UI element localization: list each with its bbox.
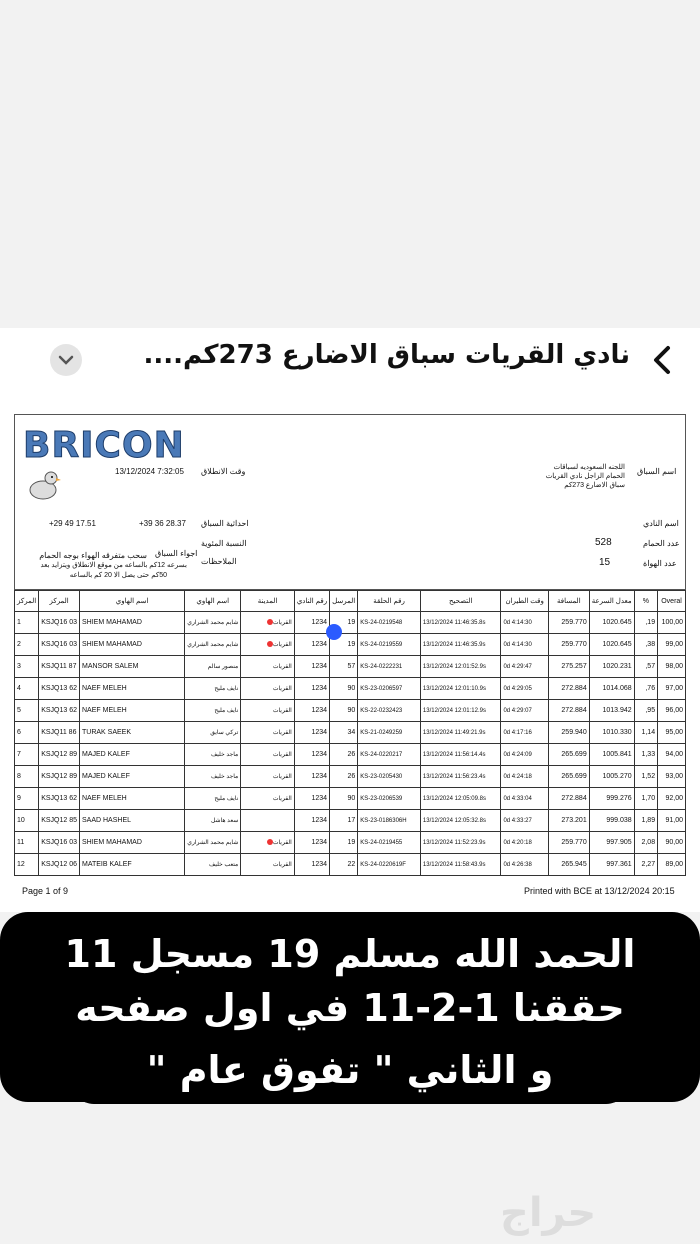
cell-ring: KS-24-0219548 xyxy=(358,612,421,634)
cell-city: القريات xyxy=(241,612,295,634)
cell-pct: 1,14 xyxy=(634,722,657,744)
red-marker-dot xyxy=(267,641,273,647)
cell-city: القريات xyxy=(241,766,295,788)
cell-overal: 96,00 xyxy=(658,700,686,722)
col-name-en: اسم الهاوي xyxy=(80,591,185,612)
cell-name-ar: شايم محمد الشراري xyxy=(185,832,241,854)
cell-club: 1234 xyxy=(294,678,329,700)
cell-code: KSJQ16 03 xyxy=(39,634,80,656)
cell-city: القريات xyxy=(241,854,295,876)
table-row xyxy=(15,634,686,656)
cell-corr: 13/12/2024 11:56:23.4s xyxy=(420,766,501,788)
cell-pct: 1,70 xyxy=(634,788,657,810)
cell-sent: 19 xyxy=(330,832,358,854)
cell-dist: 259.770 xyxy=(548,634,589,656)
cell-dist: 272.884 xyxy=(548,788,589,810)
results-table xyxy=(14,590,686,876)
cell-club: 1234 xyxy=(294,722,329,744)
pigeon-icon xyxy=(23,466,63,506)
cell-pos: 7 xyxy=(15,744,39,766)
weather-label: اجواء السباق xyxy=(155,549,198,558)
cell-club: 1234 xyxy=(294,634,329,656)
page-indicator: Page 1 of 9 xyxy=(22,886,69,896)
cell-city xyxy=(241,810,295,832)
cell-dist: 259.940 xyxy=(548,722,589,744)
cell-sent: 90 xyxy=(330,678,358,700)
caption-line-3: و الثاني " تفوق عام " xyxy=(146,1048,554,1092)
cell-dist: 272.884 xyxy=(548,700,589,722)
cell-pct: ,57 xyxy=(634,656,657,678)
cell-flight: 0d 4:17:16 xyxy=(501,722,549,744)
fanciers-label: عدد الهواة xyxy=(643,559,677,568)
table-row xyxy=(15,656,686,678)
page-title: نادي القريات سباق الاضارع 273كم.... xyxy=(143,340,630,370)
cell-city: القريات xyxy=(241,656,295,678)
bricon-logo: BRICON xyxy=(23,425,193,465)
table-row xyxy=(15,744,686,766)
printed-info: Printed with BCE at 13/12/2024 20:15 xyxy=(524,886,675,896)
cell-name-en: SHIEM MAHAMAD xyxy=(80,612,185,634)
weather-value: سحب متفرقه الهواء بوجه الحمام xyxy=(39,551,147,560)
cell-speed: 1020.231 xyxy=(589,656,634,678)
cell-speed: 997.905 xyxy=(589,832,634,854)
cell-name-ar: شايم محمد الشراري xyxy=(185,634,241,656)
cell-name-en: SAAD HASHEL xyxy=(80,810,185,832)
cell-pos: 2 xyxy=(15,634,39,656)
cell-club: 1234 xyxy=(294,766,329,788)
cell-name-ar: متعب خليف xyxy=(185,854,241,876)
cell-flight: 0d 4:24:09 xyxy=(501,744,549,766)
cell-corr: 13/12/2024 11:46:35.9s xyxy=(420,634,501,656)
start-value: 13/12/2024 7:32:05 xyxy=(115,467,184,476)
cell-ring: KS-23-0206597 xyxy=(358,678,421,700)
cell-pct: 1,52 xyxy=(634,766,657,788)
cell-pct: ,76 xyxy=(634,678,657,700)
cell-speed: 999.276 xyxy=(589,788,634,810)
cell-corr: 13/12/2024 12:05:32.8s xyxy=(420,810,501,832)
cell-city: القريات xyxy=(241,832,295,854)
cell-sent: 19 xyxy=(330,612,358,634)
expand-button[interactable] xyxy=(50,344,82,376)
red-marker-dot xyxy=(267,839,273,845)
table-row xyxy=(15,700,686,722)
cell-city: القريات xyxy=(241,788,295,810)
cell-name-en: SHIEM MAHAMAD xyxy=(80,634,185,656)
cell-pos: 6 xyxy=(15,722,39,744)
cell-club: 1234 xyxy=(294,810,329,832)
cell-flight: 0d 4:29:47 xyxy=(501,656,549,678)
cell-name-en: MATEIB KALEF xyxy=(80,854,185,876)
cell-pos: 4 xyxy=(15,678,39,700)
cell-name-ar: شايم محمد الشراري xyxy=(185,612,241,634)
cell-name-en: TURAK SAEEK xyxy=(80,722,185,744)
cell-sent: 90 xyxy=(330,788,358,810)
table-row xyxy=(15,678,686,700)
cell-name-en: NAEF MELEH xyxy=(80,788,185,810)
caption-line-2: حققنا 1-2-11 في اول صفحه xyxy=(75,986,625,1030)
col-pct: % xyxy=(634,591,657,612)
cell-name-ar: نايف مليح xyxy=(185,700,241,722)
cell-overal: 90,00 xyxy=(658,832,686,854)
cell-sent: 90 xyxy=(330,700,358,722)
cell-pct: 1,33 xyxy=(634,744,657,766)
cell-ring: KS-24-0222231 xyxy=(358,656,421,678)
cell-club: 1234 xyxy=(294,832,329,854)
col-club: رقم النادي xyxy=(294,591,329,612)
cell-pos: 12 xyxy=(15,854,39,876)
cell-flight: 0d 4:26:38 xyxy=(501,854,549,876)
cell-dist: 272.884 xyxy=(548,678,589,700)
cell-pos: 8 xyxy=(15,766,39,788)
col-code: المركز xyxy=(39,591,80,612)
cell-flight: 0d 4:29:05 xyxy=(501,678,549,700)
cell-code: KSJQ12 89 xyxy=(39,744,80,766)
red-marker-dot xyxy=(267,619,273,625)
pigeons-value: 528 xyxy=(595,537,612,548)
cell-ring: KS-24-0220217 xyxy=(358,744,421,766)
cell-dist: 265.699 xyxy=(548,744,589,766)
cell-ring: KS-22-0232423 xyxy=(358,700,421,722)
club-label: اسم النادي xyxy=(643,519,679,528)
table-row xyxy=(15,766,686,788)
cell-name-ar: سعد هاشل xyxy=(185,810,241,832)
cell-name-en: SHIEM MAHAMAD xyxy=(80,832,185,854)
coords-lat: +29 49 17.51 xyxy=(49,519,96,528)
cell-flight: 0d 4:33:04 xyxy=(501,788,549,810)
cell-overal: 100,00 xyxy=(658,612,686,634)
cell-overal: 91,00 xyxy=(658,810,686,832)
cell-flight: 0d 4:29:07 xyxy=(501,700,549,722)
cell-city: القريات xyxy=(241,722,295,744)
cell-pos: 5 xyxy=(15,700,39,722)
cell-club: 1234 xyxy=(294,656,329,678)
cell-speed: 997.361 xyxy=(589,854,634,876)
cell-speed: 1010.330 xyxy=(589,722,634,744)
cell-flight: 0d 4:14:30 xyxy=(501,612,549,634)
cell-code: KSJQ16 03 xyxy=(39,612,80,634)
cell-corr: 13/12/2024 11:58:43.9s xyxy=(420,854,501,876)
cell-flight: 0d 4:33:27 xyxy=(501,810,549,832)
cell-corr: 13/12/2024 11:56:14.4s xyxy=(420,744,501,766)
cell-corr: 13/12/2024 12:05:09.8s xyxy=(420,788,501,810)
cell-name-ar: ماجد خليف xyxy=(185,766,241,788)
col-speed: معدل السرعة xyxy=(589,591,634,612)
cell-flight: 0d 4:20:18 xyxy=(501,832,549,854)
cell-name-en: NAEF MELEH xyxy=(80,700,185,722)
cell-pos: 10 xyxy=(15,810,39,832)
cell-dist: 259.770 xyxy=(548,832,589,854)
cell-sent: 19 xyxy=(330,634,358,656)
cell-corr: 13/12/2024 11:46:35.8s xyxy=(420,612,501,634)
cell-pct: 1,89 xyxy=(634,810,657,832)
cell-name-en: MAJED KALEF xyxy=(80,744,185,766)
cell-dist: 273.201 xyxy=(548,810,589,832)
race-report xyxy=(14,414,686,896)
cell-code: KSJQ11 86 xyxy=(39,722,80,744)
cell-name-ar: تركي سايق xyxy=(185,722,241,744)
cell-ring: KS-23-0205430 xyxy=(358,766,421,788)
caption-line-1: الحمد الله مسلم 19 مسجل 11 xyxy=(64,932,636,976)
cell-name-en: MANSOR SALEM xyxy=(80,656,185,678)
table-row xyxy=(15,722,686,744)
cell-ring: KS-23-0186306H xyxy=(358,810,421,832)
cell-name-en: MAJED KALEF xyxy=(80,766,185,788)
document-sheet xyxy=(0,392,700,912)
cell-speed: 1020.645 xyxy=(589,612,634,634)
cell-sent: 57 xyxy=(330,656,358,678)
cell-ring: KS-24-0220619F xyxy=(358,854,421,876)
cell-name-ar: ماجد خليف xyxy=(185,744,241,766)
cell-sent: 26 xyxy=(330,766,358,788)
cell-overal: 93,00 xyxy=(658,766,686,788)
cell-overal: 97,00 xyxy=(658,678,686,700)
cell-club: 1234 xyxy=(294,612,329,634)
cell-dist: 265.699 xyxy=(548,766,589,788)
cell-speed: 1020.645 xyxy=(589,634,634,656)
col-sent: المرسل xyxy=(330,591,358,612)
table-row xyxy=(15,612,686,634)
cell-city: القريات xyxy=(241,634,295,656)
wind-value: بسرعه 12كم بالساعه من موقع الانطلاق ويتزايد بعد xyxy=(40,562,187,569)
chevron-down-icon xyxy=(50,344,82,376)
cell-code: KSJQ16 03 xyxy=(39,832,80,854)
cell-pct: 2,08 xyxy=(634,832,657,854)
cell-overal: 95,00 xyxy=(658,722,686,744)
cell-speed: 1005.270 xyxy=(589,766,634,788)
cell-code: KSJQ13 62 xyxy=(39,788,80,810)
top-bar xyxy=(0,328,700,393)
coords-label: احداثية السباق xyxy=(201,519,249,528)
cell-speed: 1014.068 xyxy=(589,678,634,700)
cell-overal: 94,00 xyxy=(658,744,686,766)
cell-dist: 259.770 xyxy=(548,612,589,634)
cell-speed: 999.038 xyxy=(589,810,634,832)
cell-corr: 13/12/2024 12:01:10.9s xyxy=(420,678,501,700)
cell-sent: 26 xyxy=(330,744,358,766)
col-city: المدينة xyxy=(241,591,295,612)
cell-speed: 1013.942 xyxy=(589,700,634,722)
cell-code: KSJQ11 87 xyxy=(39,656,80,678)
cell-pct: 2,27 xyxy=(634,854,657,876)
watermark-logo: حراج xyxy=(500,1190,597,1236)
cell-club: 1234 xyxy=(294,700,329,722)
cell-pct: ,38 xyxy=(634,634,657,656)
cell-ring: KS-24-0219559 xyxy=(358,634,421,656)
cell-overal: 99,00 xyxy=(658,634,686,656)
cell-city: القريات xyxy=(241,700,295,722)
table-row xyxy=(15,832,686,854)
cell-ring: KS-21-0249259 xyxy=(358,722,421,744)
cell-dist: 275.257 xyxy=(548,656,589,678)
cell-code: KSJQ12 85 xyxy=(39,810,80,832)
col-name-ar: اسم الهاوي xyxy=(185,591,241,612)
col-flight: وقت الطيران xyxy=(501,591,549,612)
cell-sent: 34 xyxy=(330,722,358,744)
cell-club: 1234 xyxy=(294,788,329,810)
pigeons-label: عدد الحمام xyxy=(643,539,680,548)
blue-marker-dot xyxy=(326,624,342,640)
table-row xyxy=(15,810,686,832)
cell-pos: 1 xyxy=(15,612,39,634)
cell-code: KSJQ13 62 xyxy=(39,700,80,722)
col-distance: المسافة xyxy=(548,591,589,612)
cell-city: القريات xyxy=(241,678,295,700)
col-ring: رقم الحلقة xyxy=(358,591,421,612)
cell-code: KSJQ12 89 xyxy=(39,766,80,788)
table-header-row xyxy=(15,591,686,612)
cell-ring: KS-24-0219455 xyxy=(358,832,421,854)
cell-pos: 11 xyxy=(15,832,39,854)
cell-name-en: NAEF MELEH xyxy=(80,678,185,700)
fanciers-value: 15 xyxy=(599,557,611,568)
cell-corr: 13/12/2024 11:49:21.9s xyxy=(420,722,501,744)
wind-value-2: 50كم حتى يصل الا 20 كم بالساعه xyxy=(69,572,167,579)
cell-pct: ,95 xyxy=(634,700,657,722)
cell-dist: 265.945 xyxy=(548,854,589,876)
table-row xyxy=(15,788,686,810)
cell-code: KSJQ12 06 xyxy=(39,854,80,876)
col-overal: Overal xyxy=(658,591,686,612)
caption-box-bottom xyxy=(70,1040,630,1104)
back-chevron-icon[interactable] xyxy=(646,342,682,378)
cell-pct: ,19 xyxy=(634,612,657,634)
cell-name-ar: نايف مليح xyxy=(185,788,241,810)
cell-flight: 0d 4:24:18 xyxy=(501,766,549,788)
notes-label: الملاحظات xyxy=(201,557,237,566)
cell-club: 1234 xyxy=(294,744,329,766)
col-correction: التصحيح xyxy=(420,591,501,612)
coords-lon: +39 36 28.37 xyxy=(139,519,186,528)
cell-overal: 92,00 xyxy=(658,788,686,810)
cell-code: KSJQ13 62 xyxy=(39,678,80,700)
cell-overal: 89,00 xyxy=(658,854,686,876)
cell-flight: 0d 4:14:30 xyxy=(501,634,549,656)
cell-name-ar: نايف مليح xyxy=(185,678,241,700)
cell-corr: 13/12/2024 11:52:23.9s xyxy=(420,832,501,854)
percent-label: النسبة المئوية xyxy=(201,539,247,548)
cell-pos: 3 xyxy=(15,656,39,678)
table-row xyxy=(15,854,686,876)
col-pos: المركز xyxy=(15,591,39,612)
start-label: وقت الانطلاق xyxy=(201,467,246,476)
cell-overal: 98,00 xyxy=(658,656,686,678)
report-header xyxy=(14,414,686,590)
cell-speed: 1005.841 xyxy=(589,744,634,766)
race-name-label: اسم السباق xyxy=(637,467,677,476)
race-name-value: اللجنه السعوديه لسباقات الحمام الزاجل نادي القريات سباق الاضارع 273كم xyxy=(545,464,625,489)
cell-sent: 17 xyxy=(330,810,358,832)
cell-ring: KS-23-0206539 xyxy=(358,788,421,810)
cell-corr: 13/12/2024 12:01:12.9s xyxy=(420,700,501,722)
cell-corr: 13/12/2024 12:01:52.9s xyxy=(420,656,501,678)
cell-club: 1234 xyxy=(294,854,329,876)
cell-pos: 9 xyxy=(15,788,39,810)
cell-name-ar: منصور سالم xyxy=(185,656,241,678)
cell-sent: 22 xyxy=(330,854,358,876)
cell-city: القريات xyxy=(241,744,295,766)
